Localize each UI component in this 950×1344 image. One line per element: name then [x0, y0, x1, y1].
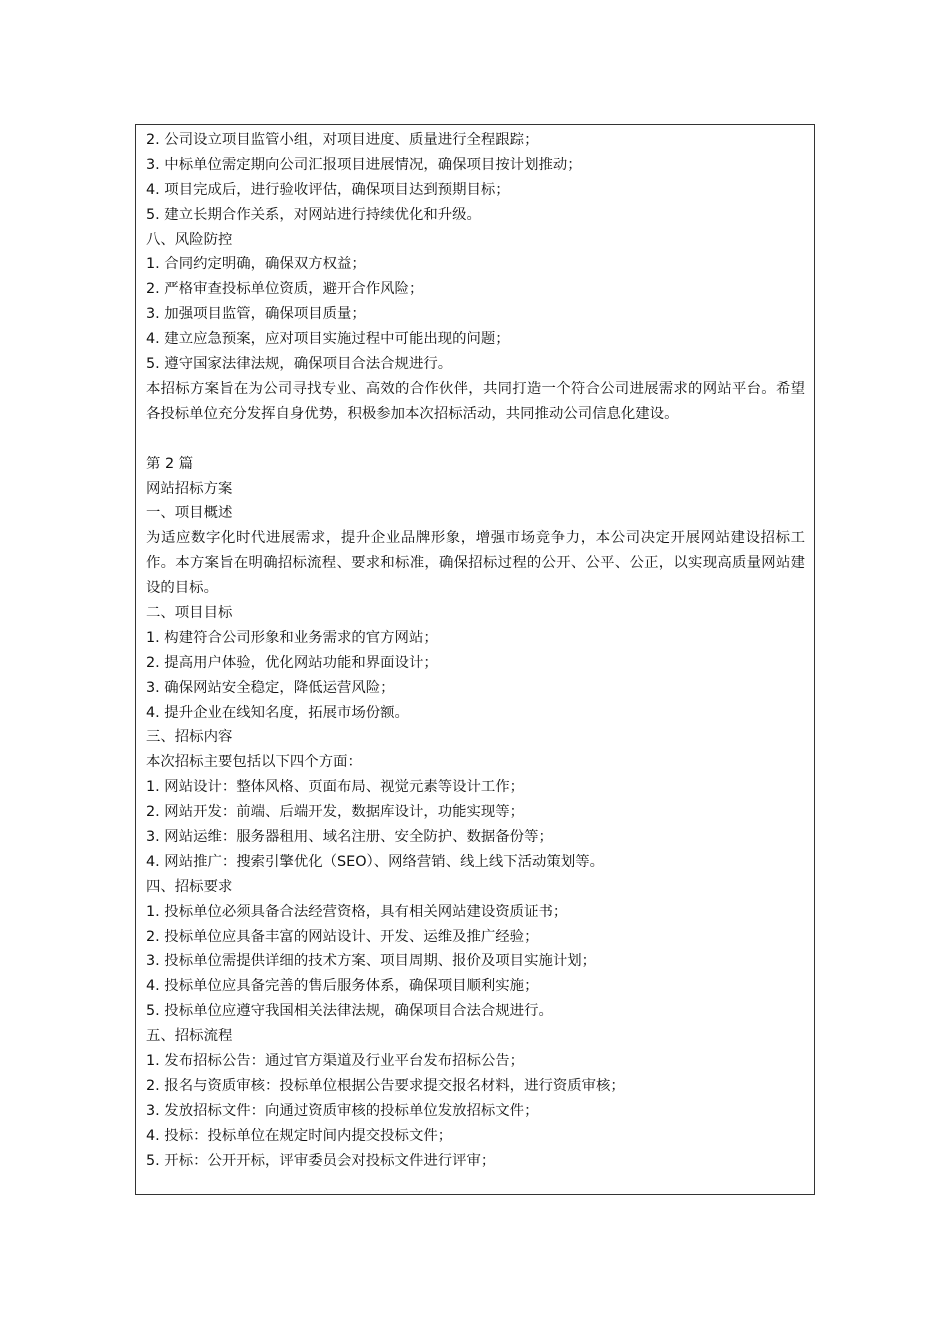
- text-line: 3. 确保网站安全稳定，降低运营风险；: [146, 679, 395, 696]
- section-oversight-and-risk: [146, 128, 805, 377]
- text-line: 5. 遵守国家法律法规，确保项目合法合规进行。: [146, 356, 453, 373]
- text-line: 本次招标主要包括以下四个方面：: [146, 754, 362, 771]
- text-line: 第 2 篇: [146, 455, 194, 472]
- text-line: 三、招标内容: [146, 729, 233, 746]
- text-line: 4. 提升企业在线知名度，拓展市场份额。: [146, 704, 409, 721]
- text-line: 1. 合同约定明确，确保双方权益；: [146, 256, 366, 273]
- text-line: 3. 网站运维：服务器租用、域名注册、安全防护、数据备份等；: [146, 829, 553, 846]
- text-line: 4. 投标单位应具备完善的售后服务体系，确保项目顺利实施；: [146, 978, 539, 995]
- text-line: 五、招标流程: [146, 1028, 233, 1045]
- text-line: 四、招标要求: [146, 878, 233, 895]
- text-line: 4. 建立应急预案，应对项目实施过程中可能出现的问题；: [146, 331, 510, 348]
- text-line: 1. 发布招标公告：通过官方渠道及行业平台发布招标公告；: [146, 1053, 525, 1070]
- text-line: 4. 网站推广：搜索引擎优化（SEO）、网络营销、线上线下活动策划等。: [146, 853, 604, 870]
- blank-line: [146, 427, 805, 452]
- section-2-body: [146, 601, 805, 1173]
- text-line: 1. 网站设计：整体风格、页面布局、视觉元素等设计工作；: [146, 779, 525, 796]
- text-line: 二、项目目标: [146, 605, 233, 621]
- text-line: 4. 投标：投标单位在规定时间内提交投标文件；: [146, 1127, 453, 1144]
- text-line: 1. 投标单位必须具备合法经营资格，具有相关网站建设资质证书；: [146, 903, 568, 920]
- overview-paragraph: 为适应数字化时代进展需求，提升企业品牌形象，增强市场竞争力，本公司决定开展网站建设招标工作。本方案旨在明确招标流程、要求和标准，确保招标过程的公开、公平、公正，以实现高质量网站建设的目标。: [146, 530, 805, 597]
- text-line: 5. 投标单位应遵守我国相关法律法规，确保项目合法合规进行。: [146, 1003, 553, 1020]
- text-line: 2. 严格审查投标单位资质，避开合作风险；: [146, 281, 424, 298]
- text-line: 1. 构建符合公司形象和业务需求的官方网站；: [146, 629, 438, 646]
- text-line: 2. 报名与资质审核：投标单位根据公告要求提交报名材料，进行资质审核；: [146, 1077, 625, 1094]
- text-line: 3. 投标单位需提供详细的技术方案、项目周期、报价及项目实施计划；: [146, 953, 597, 970]
- section-2-heading: [146, 452, 805, 527]
- text-line: 2. 公司设立项目监管小组，对项目进度、质量进行全程跟踪；: [146, 132, 539, 148]
- text-line: 网站招标方案: [146, 480, 233, 497]
- text-line: 3. 中标单位需定期向公司汇报项目进展情况，确保项目按计划推动；: [146, 156, 582, 173]
- document-frame: [135, 124, 815, 1195]
- text-line: 5. 开标：公开开标，评审委员会对投标文件进行评审；: [146, 1152, 496, 1169]
- text-line: 2. 提高用户体验，优化网站功能和界面设计；: [146, 654, 438, 671]
- text-line: 3. 发放招标文件：向通过资质审核的投标单位发放招标文件；: [146, 1102, 539, 1119]
- text-line: 5. 建立长期合作关系，对网站进行持续优化和升级。: [146, 206, 481, 223]
- closing-paragraph: 本招标方案旨在为公司寻找专业、高效的合作伙伴，共同打造一个符合公司进展需求的网站平台。希望各投标单位充分发挥自身优势，积极参加本次招标活动，共同推动公司信息化建设。: [146, 380, 805, 422]
- text-line: 一、项目概述: [146, 505, 233, 522]
- text-line: 2. 网站开发：前端、后端开发，数据库设计，功能实现等；: [146, 804, 525, 821]
- text-line: 3. 加强项目监管，确保项目质量；: [146, 306, 366, 323]
- text-line: 2. 投标单位应具备丰富的网站设计、开发、运维及推广经验；: [146, 928, 539, 945]
- text-line: 4. 项目完成后，进行验收评估，确保项目达到预期目标；: [146, 181, 510, 198]
- text-line: 八、风险防控: [146, 231, 233, 248]
